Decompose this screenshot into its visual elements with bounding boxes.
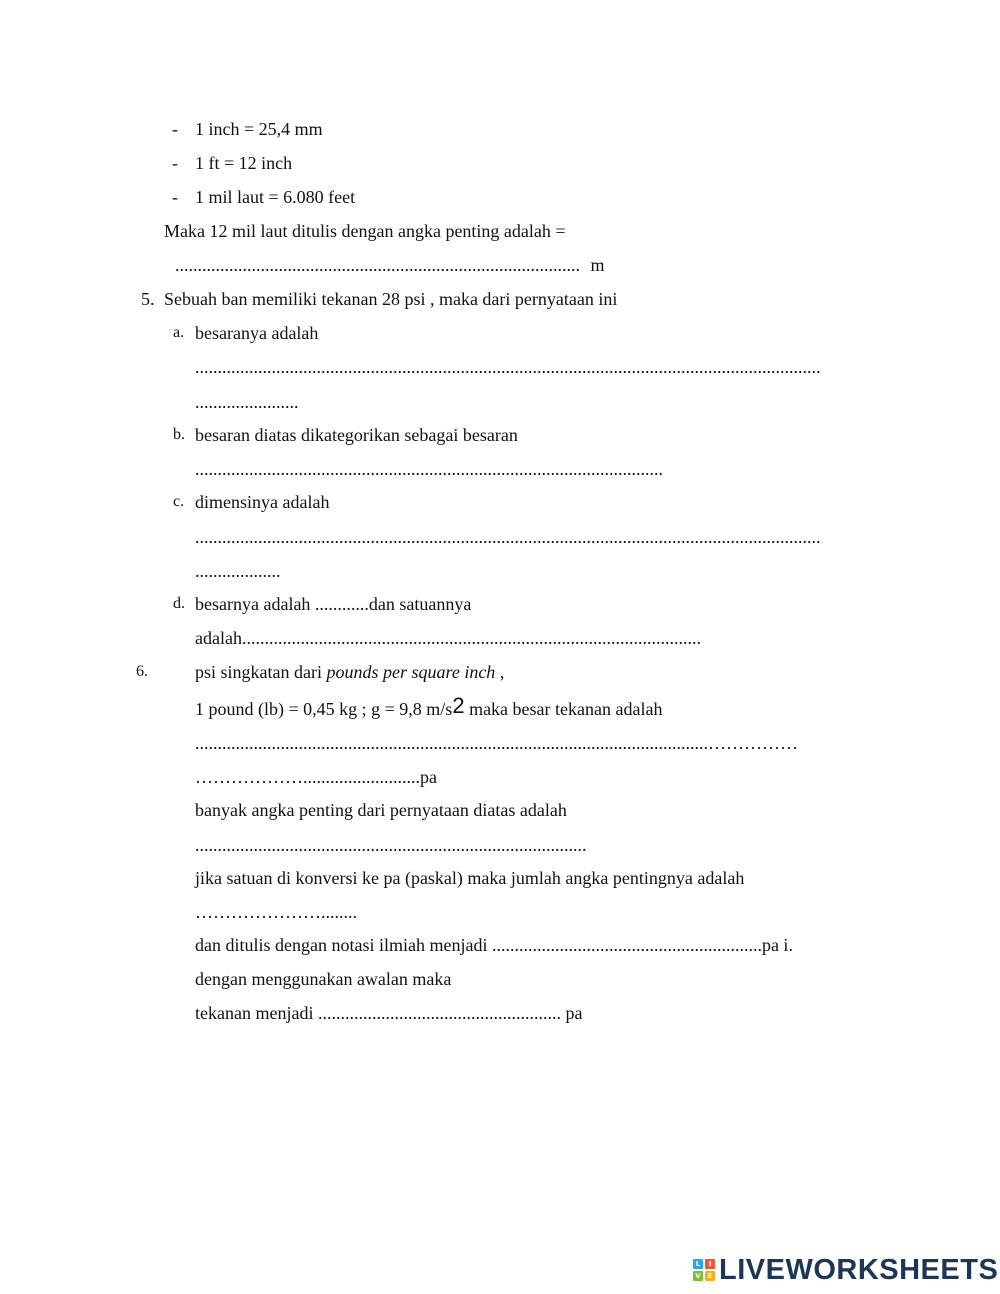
sub-marker: b.: [173, 426, 185, 443]
answer-blank-5c-line1[interactable]: ...........................................................................................................................................: [195, 527, 821, 547]
liveworksheets-logo: [693, 1254, 998, 1286]
answer-unit: m: [590, 255, 605, 275]
answer-blank-6-convert[interactable]: …………………........: [195, 902, 357, 922]
conversion-ft: 1 ft = 12 inch: [195, 153, 293, 173]
logo-text: LIVEWORKSHEETS: [719, 1253, 999, 1286]
conversion-mil: 1 mil laut = 6.080 feet: [195, 187, 356, 207]
logo-block: I: [705, 1259, 715, 1269]
answer-unit: pa: [420, 767, 437, 787]
question-5d-line2[interactable]: adalah......................................................................................................: [195, 628, 701, 648]
answer-blank-5a-line1[interactable]: ...........................................................................................................................................: [195, 357, 821, 377]
answer-blank[interactable]: ………………..........................: [195, 767, 420, 787]
question-6-stem: [195, 661, 504, 683]
conversion-inch: 1 inch = 25,4 mm: [195, 119, 323, 139]
list-marker: -: [172, 119, 178, 139]
question-6-prefix: dengan menggunakan awalan maka: [195, 969, 452, 989]
sub-marker: a.: [173, 324, 185, 341]
question-6-given: [195, 693, 663, 720]
question-5a: besaranya adalah: [195, 323, 319, 343]
question-number: 5.: [141, 289, 155, 309]
answer-blank-6-line2[interactable]: [195, 766, 437, 788]
exponent: 2: [452, 693, 465, 718]
question-4-prompt: Maka 12 mil laut ditulis dengan angka penting adalah =: [164, 221, 566, 241]
logo-block: E: [705, 1271, 715, 1281]
answer-blank-6-line1[interactable]: ..................................................................................................................……………: [195, 733, 798, 753]
sub-marker: c.: [173, 493, 185, 510]
given-text: 1 pound (lb) = 0,45 kg ; g = 9,8 m/s: [195, 699, 453, 719]
answer-blank[interactable]: ..........................................................................................: [175, 255, 580, 275]
question-number: 6.: [136, 663, 148, 680]
given-text-end: maka besar tekanan adalah: [464, 699, 663, 719]
answer-blank-5b[interactable]: ........................................................................................................: [195, 459, 663, 479]
answer-blank-6-sigfig[interactable]: .......................................................................................: [195, 835, 587, 855]
sub-marker: d.: [173, 595, 185, 612]
list-marker: -: [172, 153, 178, 173]
answer-dots-4[interactable]: [175, 254, 605, 276]
answer-blank-5c-line2[interactable]: ...................: [195, 561, 281, 581]
logo-blocks-icon: [693, 1259, 715, 1281]
question-6-convert: jika satuan di konversi ke pa (paskal) maka jumlah angka pentingnya adalah: [195, 868, 745, 888]
logo-block: V: [693, 1271, 703, 1281]
answer-blank-5a-line2[interactable]: .......................: [195, 392, 299, 412]
question-6-scientific[interactable]: dan ditulis dengan notasi ilmiah menjadi ............................................................pa i.: [195, 935, 793, 955]
logo-block: L: [693, 1259, 703, 1269]
question-5-stem: Sebuah ban memiliki tekanan 28 psi , maka dari pernyataan ini: [164, 289, 618, 309]
question-5d[interactable]: besarnya adalah ............dan satuannya: [195, 594, 472, 614]
stem-text: psi singkatan dari: [195, 662, 327, 682]
stem-text-end: ,: [495, 662, 505, 682]
list-marker: -: [172, 187, 178, 207]
question-5b: besaran diatas dikategorikan sebagai besaran: [195, 425, 518, 445]
stem-italic: pounds per square inch: [326, 662, 496, 682]
question-6-final[interactable]: tekanan menjadi ...................................................... pa: [195, 1003, 583, 1023]
question-5c: dimensinya adalah: [195, 492, 330, 512]
question-6-sigfig: banyak angka penting dari pernyataan diatas adalah: [195, 800, 567, 820]
